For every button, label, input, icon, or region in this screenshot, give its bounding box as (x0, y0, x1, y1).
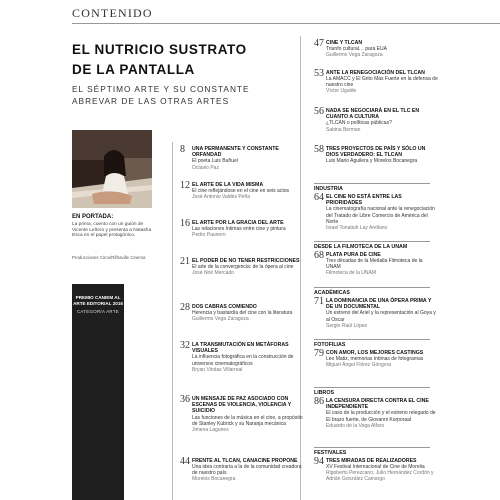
cover-credits: Producciones Circe/Rifhaville Cinema (72, 255, 146, 260)
entry-author: Sergio Raúl López (326, 322, 368, 329)
entry-description: La influencia fotográfica en la construcción de universos cinematográficos (192, 354, 294, 367)
entry-description: El arte de la convergencia: de la ópera al cine (192, 264, 294, 271)
entry-description: XV Festival Internacional de Cine de Morelia (326, 464, 425, 471)
entry-author: Morelos Bocanegra (192, 476, 236, 483)
header-label: CONTENIDO (72, 6, 153, 20)
section-label: FOTOFILIAS (314, 342, 346, 348)
entry-author: Eduardo de la Vega Alfaro (326, 422, 385, 429)
entry-author: Israel Tonatiuh Lay Arellano (326, 224, 388, 231)
section-rule (314, 447, 430, 448)
page-number: 64 (314, 192, 324, 203)
page-number: 32 (180, 340, 190, 351)
entry-author: Jimena Lagunes (192, 426, 229, 433)
entry-title: PLATA PURA DE CINE (326, 252, 381, 258)
entry-author: Pedro Paunero (192, 232, 226, 239)
page-number: 8 (180, 144, 185, 155)
entry-title: EL ARTE POR LA GRACIA DEL ARTE (192, 220, 284, 226)
page-number: 58 (314, 144, 324, 155)
entry-description: Una idea contraria a la de la comunidad creadora de nuestro país (192, 464, 302, 477)
award-title: PREMIO CANIEM AL ARTE EDITORIAL 2016 (73, 295, 123, 306)
page-number: 16 (180, 218, 190, 229)
entry-title: LA DOMINANCIA DE UNA ÓPERA PRIMA Y DE UN DOCUMENTAL (326, 298, 432, 311)
column-divider (172, 142, 173, 500)
page-number: 12 (180, 180, 190, 191)
section-rule (314, 287, 430, 288)
section-label: LIBROS (314, 390, 335, 396)
entry-title: FRENTE AL TLCAN, CANACINE PROPONE (192, 458, 298, 464)
entry-title: CON AMOR, LOS MEJORES CASTINGS (326, 350, 424, 356)
entry-description: ¿TLCAN o políticas públicas? (326, 120, 392, 127)
page-number: 53 (314, 68, 324, 79)
page-number: 28 (180, 302, 190, 313)
section-label: FESTIVALES (314, 450, 347, 456)
page-number: 56 (314, 106, 324, 117)
entry-title: NADA SE NEGOCIARÁ EN EL TLC EN CUANTO A CULTURA (326, 108, 420, 121)
entry-description: Tres décadas de la Medalla Filmoteca de la UNAM (326, 258, 423, 271)
section-rule (314, 339, 430, 340)
entry-title: UNA PERMANENTE Y CONSTANTE ORFANDAD (192, 146, 279, 159)
entry-description: La cinematografía nacional ante la renegociación del Tratado de Libre Comercio de América del Norte (326, 206, 435, 225)
page-number: 36 (180, 394, 190, 405)
entry-title: ANTE LA RENEGOCIACIÓN DEL TLCAN (326, 70, 425, 76)
entry-description: Luis Mario Aguilera y Morelos Bocanegra (326, 158, 418, 165)
entry-description: Triunfo cultural… para EUA (326, 46, 387, 53)
entry-title: LA TRANSMUTACIÓN EN METÁFORAS VISUALES (192, 342, 289, 355)
page-number: 21 (180, 256, 190, 267)
entry-description: Leo Matiz, memorias íntimas de fotogramas (326, 356, 424, 363)
page-number: 94 (314, 456, 324, 467)
entry-description: La AMACC y El Grito Más Fuerte en la defensa de nuestro cine (326, 76, 438, 89)
entry-title: EL ARTE DE LA VIDA MISMA (192, 182, 264, 188)
entry-author: Sabina Berman (326, 126, 361, 133)
page-number: 79 (314, 348, 324, 359)
entry-title: TRES MIRADAS DE REALIZADORES (326, 458, 417, 464)
entry-description: Un estreno del Ariel y la representación al Goya y al Oscar (326, 310, 436, 323)
entry-author: Filmoteca de la UNAM (326, 270, 377, 277)
entry-author: José Antonio Valdés Peña (192, 194, 251, 201)
award-badge (72, 284, 124, 500)
entry-author: Guillermo Vega Zaragoza (192, 316, 249, 323)
main-subtitle: EL SÉPTIMO ARTE Y SU CONSTANTE ABREVAR DE LAS OTRAS ARTES (72, 84, 250, 106)
entry-description: El cine reflejándose en el cine en seis actos (192, 188, 290, 195)
entry-author: José Noé Mercado (192, 270, 234, 277)
section-rule (314, 387, 430, 388)
section-label: INDUSTRIA (314, 186, 343, 192)
section-rule (314, 241, 430, 242)
entry-title: DOS CABRAS COMIENDO (192, 304, 257, 310)
main-title: EL NUTRICIO SUSTRATO DE LA PANTALLA (72, 42, 247, 77)
page-number: 68 (314, 250, 324, 261)
award-category: CATEGORÍA ARTE (76, 308, 120, 314)
cover-caption-text: La prima, cuento con un guión de Vicente Leñero y presenta a Natasha Esca en el papel protagónico. (72, 222, 152, 239)
entry-description: El caso de la producción y el estreno relegado de El brazo fuerte, de Giovanni Korporaal (326, 410, 436, 423)
section-rule (314, 183, 430, 184)
entry-title: UN MENSAJE DE PAZ ASOCIADO CON ESCENAS DE VIOLENCIA, VIOLENCIA Y SUICIDIO (192, 396, 292, 415)
entry-author: Miguel Ángel Flórez Góngora (326, 362, 392, 369)
section-label: ACADÉMICAS (314, 290, 350, 296)
entry-author: Víctor Ugalde (326, 88, 357, 95)
section-label: DESDE LA FILMOTECA DE LA UNAM (314, 244, 408, 250)
entry-title: TRES PROYECTOS DE PAÍS Y SÓLO UN DIOS VERDADERO: EL TLCAN (326, 146, 426, 159)
entry-description: Herencia y bastardía del cine con la literatura (192, 310, 293, 317)
entry-title: CINE Y TLCAN (326, 40, 363, 46)
entry-author: Bryan Vindas Villarreal (192, 366, 243, 373)
entry-author: Guillermo Vega Zaragoza (326, 52, 383, 59)
entry-description: Las funciones de la música en el cine, a propósito de Stanley Kubrick y su Naranja mecánica (192, 414, 303, 427)
entry-title: EL CINE NO ESTÁ ENTRE LAS PRIORIDADES (326, 194, 402, 207)
entry-title: LA CENSURA DIRECTA CONTRA EL CINE INDEPENDIENTE (326, 398, 429, 411)
entry-title: EL PODER DE NO TENER RESTRICCIONES (192, 258, 300, 264)
entry-author: Rigoberto Perezcano, Julio Hernández Cordón y Adrián González Camargo (326, 470, 434, 483)
page-number: 47 (314, 38, 324, 49)
page-number: 44 (180, 456, 190, 467)
entry-description: El poeta Luis Buñuel (192, 158, 238, 165)
page-number: 86 (314, 396, 324, 407)
page-number: 71 (314, 296, 324, 307)
header-rule (72, 23, 500, 24)
cover-caption-title: EN PORTADA: (72, 214, 114, 220)
cover-photo (72, 130, 152, 208)
entry-author: Octavio Paz (192, 164, 219, 171)
entry-description: Las relaciones íntimas entre cine y pintura (192, 226, 286, 233)
